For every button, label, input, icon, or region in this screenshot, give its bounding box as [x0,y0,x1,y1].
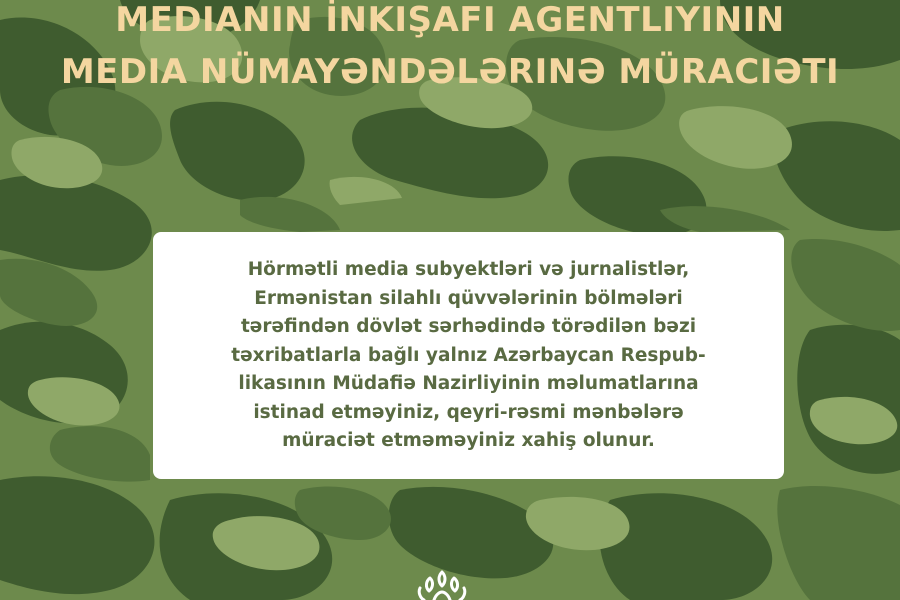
notice-line: Hörmətli media subyektləri və jurnalistlər, [247,259,690,280]
notice-line: istinad etməyiniz, qeyri-rəsmi mənbələrə [253,401,684,423]
headline-line-1: MEDIANIN İNKIŞAFI AGENTLIYININ [115,0,785,40]
agency-logo-icon [412,568,472,600]
notice-line: müraciət etməməyiniz xahiş olunur. [282,430,655,451]
notice-card [153,232,784,479]
notice-line: Ermənistan silahlı qüvvələrinin bölmələri [254,287,683,309]
notice-line: tərəfindən dövlət sərhədində törədilən bəzi [240,316,697,337]
notice-line: təxribatlarla bağlı yalnız Azərbaycan Respub- [231,344,706,366]
notice-line: likasının Müdafiə Nazirliyinin məlumatlarına [238,373,699,394]
headline-line-2: MEDIA NÜMAYƏNDƏLƏRINƏ MÜRACIƏTI [60,52,840,92]
